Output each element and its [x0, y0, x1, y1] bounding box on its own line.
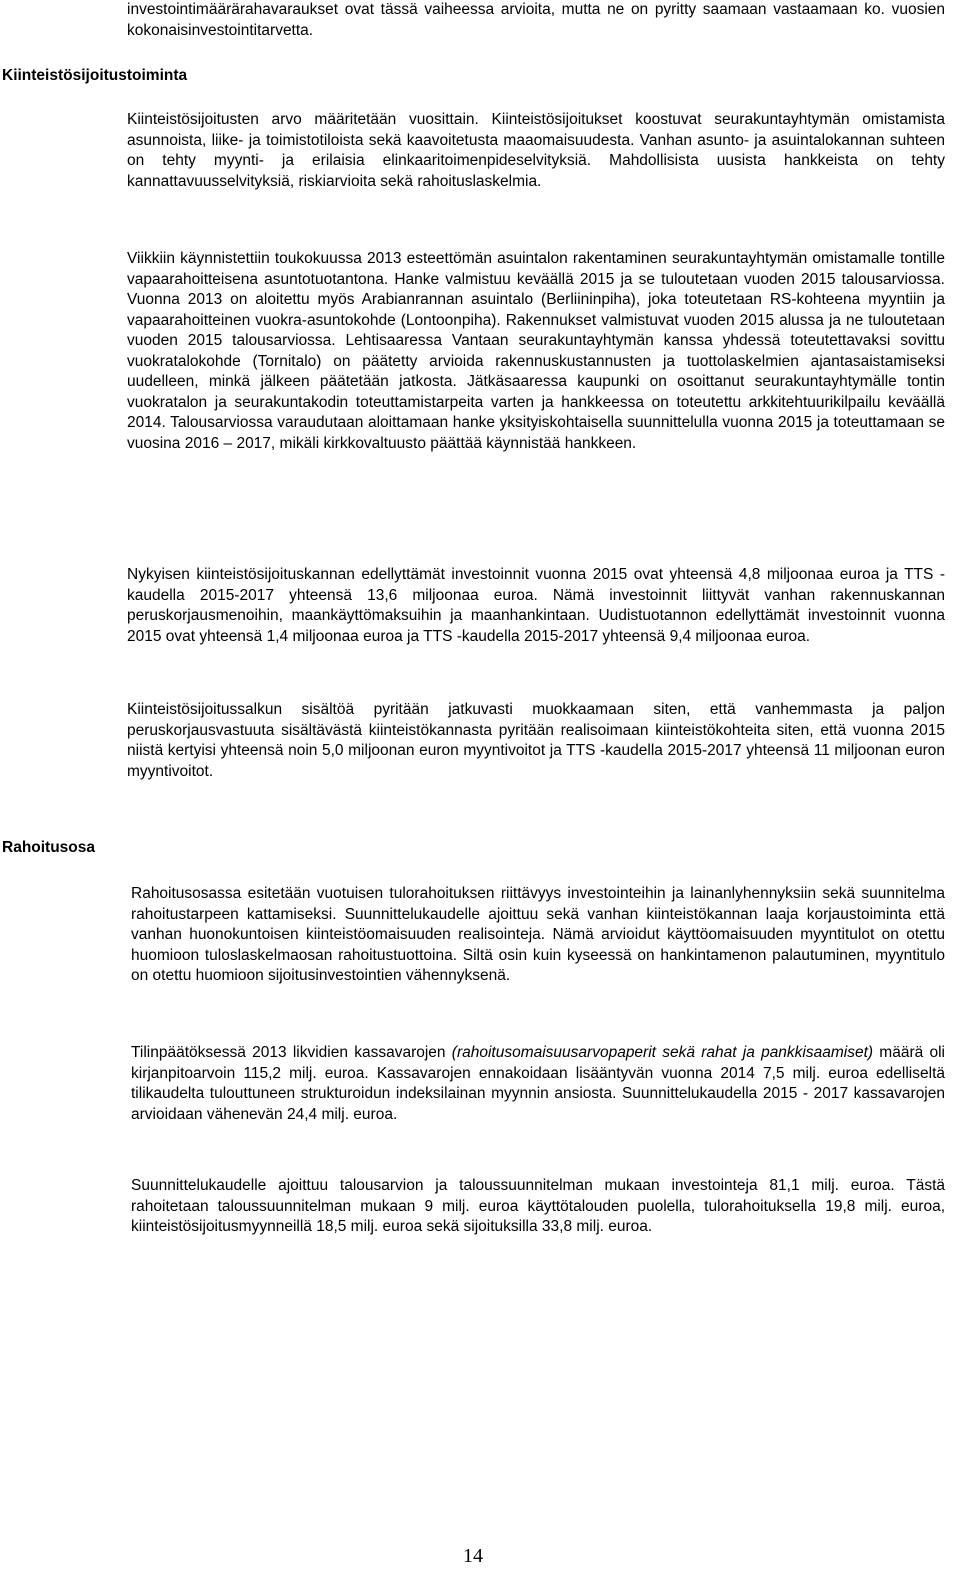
- financing-paragraph-2-start: Tilinpäätöksessä 2013 likvidien kassavarojen: [131, 1044, 452, 1061]
- intro-paragraph: investointimäärärahavaraukset ovat tässä vaiheessa arvioita, mutta ne on pyritty saamaan vastaamaan ko. vuosien kokonaisinvestointitarvetta.: [127, 1, 945, 39]
- section-heading-financing: Rahoitusosa: [2, 839, 96, 856]
- real-estate-paragraph-4: Kiinteistösijoitussalkun sisältöä pyritään jatkuvasti muokkaamaan siten, että vanhemmasta ja paljon peruskorjausvastuuta sisältävästä kiinteistökannasta pyritään realisoimaan kiinteistökohteita siten, että vuonna 2015 niistä kertyisi yhteensä noin 5,0 miljoonan euron myyntivoitot ja TTS -kaudella 2015-2017 yhteensä 11 miljoonan euron myyntivoitot.: [127, 701, 945, 780]
- financing-paragraph-3: Suunnittelukaudelle ajoittuu talousarvion ja taloussuunnitelman mukaan investointeja 81,1 milj. euroa. Tästä rahoitetaan taloussuunnitelman mukaan 9 milj. euroa käyttötalouden puolella, tulorahoituksella 19,8 milj. euroa, kiinteistösijoitusmyynneillä 18,5 milj. euroa sekä sijoituksilla 33,8 milj. euroa.: [131, 1177, 945, 1235]
- financing-paragraph-1: Rahoitusosassa esitetään vuotuisen tulorahoituksen riittävyys investointeihin ja lainanlyhennyksiin sekä suunnitelma rahoitustarpeen kattamiseksi. Suunnittelukaudelle ajoittuu sekä vanhan kiinteistökannan laaja korjaustoiminta että vanhan huonokuntoisen kiinteistöomaisuuden realisointeja. Nämä arvioidut käyttöomaisuuden myyntitulot on otettu huomioon tuloslaskelmaosan rahoitustuottoina. Siltä osin kuin kyseessä on hankintamenon palautuminen, myyntitulo on otettu huomioon sijoitusinvestointien vähennyksenä.: [131, 885, 945, 984]
- real-estate-paragraph-3: Nykyisen kiinteistösijoituskannan edellyttämät investoinnit vuonna 2015 ovat yhteensä 4,8 miljoonaa euroa ja TTS -kaudella 2015-2017 yhteensä 13,6 miljoonaa euroa. Nämä investoinnit liittyvät vanhan rakennuskannan peruskorjausmenoihin, maankäyttömaksuihin ja maanhankintaan. Uudistuotannon edellyttämät investoinnit vuonna 2015 ovat yhteensä 1,4 miljoonaa euroa ja TTS -kaudella 2015-2017 yhteensä 9,4 miljoonaa euroa.: [127, 566, 945, 645]
- financing-paragraph-2-end: määrä oli kirjanpitoarvoin 115,2 milj. euroa. Kassavarojen ennakoidaan lisääntyvän vuonna 2014 7,5 milj. euroa edelliseltä tilikaudelta tulouttuneen strukturoidun indeksilainan myynnin ansiosta. Suunnittelukaudella 2015 - 2017 kassavarojen arvioidaan vähenevän 24,4 milj. euroa.: [131, 1044, 945, 1123]
- real-estate-paragraph-1: Kiinteistösijoitusten arvo määritetään vuosittain. Kiinteistösijoitukset koostuvat seurakuntayhtymän omistamista asunnoista, liike- ja toimistotiloista sekä kaavoitetusta maaomaisuudesta. Vanhan asunto- ja asuintalokannan suhteen on tehty myynti- ja erilaisia elinkaaritoimenpideselvityksiä. Mahdollisista uusista hankkeista on tehty kannattavuusselvityksiä, riskiarvioita sekä rahoituslaskelmia.: [127, 111, 945, 190]
- financing-paragraph-2: [131, 1043, 945, 1125]
- section-heading-real-estate: Kiinteistösijoitustoiminta: [2, 67, 188, 84]
- page-number: 14: [463, 1545, 483, 1567]
- financing-paragraph-2-italic: (rahoitusomaisuusarvopaperit sekä rahat ja pankkisaamiset): [451, 1044, 874, 1061]
- real-estate-paragraph-2: Viikkiin käynnistettiin toukokuussa 2013 esteettömän asuintalon rakentaminen seurakuntayhtymän omistamalle tontille vapaarahoitteisena asuntotuotantona. Hanke valmistuu keväällä 2015 ja se tuloutetaan vuoden 2015 talousarviossa. Vuonna 2013 on aloitettu myös Arabianrannan asuintalo (Berliininpiha), joka toteutetaan RS-kohteena myyntiin ja vapaarahoitteinen vuokra-asuntokohde (Lontoonpiha). Rakennukset valmistuvat vuoden 2015 alussa ja ne tuloutetaan vuoden 2015 talousarviossa. Lehtisaaressa Vantaan seurakuntayhtymän kanssa yhdessä toteutettavaksi sovittu vuokratalokohde (Tornitalo) on päätetty arvioida rakennuskustannusten ja tuottolaskelmien ajantasaistamiseksi uudelleen, minkä jälkeen päätetään jatkosta. Jätkäsaaressa kaupunki on osoittanut seurakuntayhtymälle tontin vuokratalon ja seurakuntakodin toteuttamistarpeita varten ja hankkeessa on toteutettu arkkitehtuurikilpailu keväällä 2014. Talousarviossa varaudutaan aloittamaan hanke yksityiskohtaisella suunnittelulla vuonna 2015 ja toteuttamaan se vuosina 2016 – 2017, mikäli kirkkovaltuusto päättää käynnistää hankkeen.: [127, 250, 945, 452]
